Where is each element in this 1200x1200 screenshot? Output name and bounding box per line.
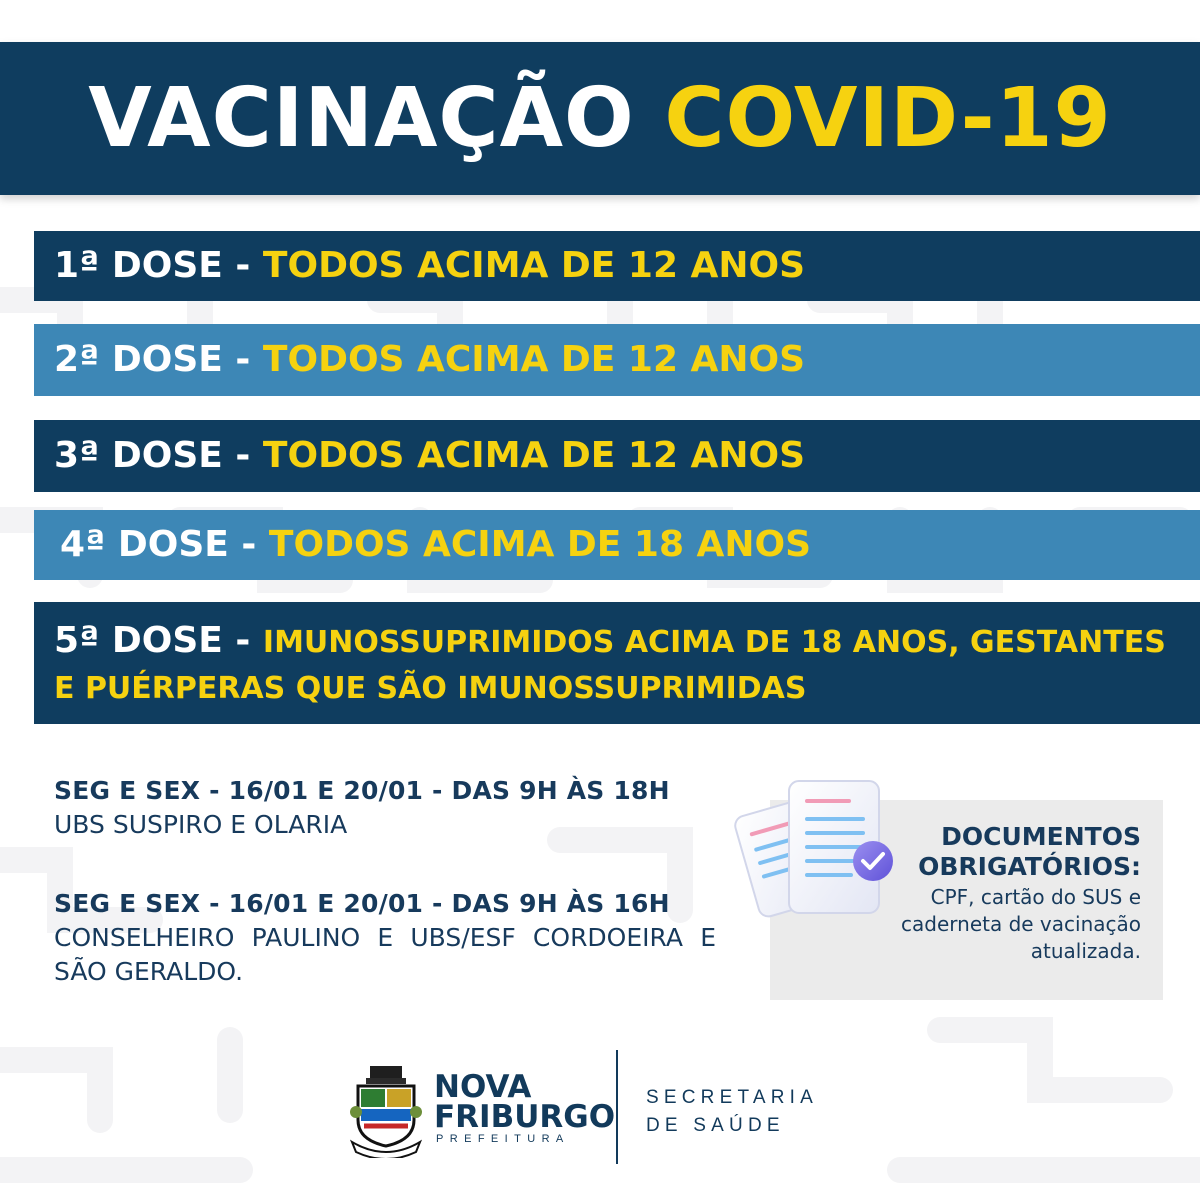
dose-row-2 xyxy=(34,324,1200,396)
footer-divider xyxy=(616,1050,618,1164)
footer-logos xyxy=(340,1050,880,1170)
dose-desc-4: TODOS ACIMA DE 18 ANOS xyxy=(268,524,812,566)
title-covid: COVID-19 xyxy=(664,70,1112,166)
documents-line-2: caderneta de vacinação xyxy=(901,912,1141,936)
dose-label-1: 1ª DOSE - xyxy=(54,245,263,287)
city-name xyxy=(434,1069,616,1135)
schedule-when-2: SEG E SEX - 16/01 E 20/01 - DAS 9H ÀS 16H xyxy=(54,889,670,918)
dose-row-4 xyxy=(34,510,1200,580)
city-name-line-1: NOVA xyxy=(434,1069,532,1105)
secretaria-label xyxy=(646,1084,818,1140)
schedule-block-1 xyxy=(54,774,716,842)
documents-body xyxy=(881,884,1141,965)
dose-label-5: 5ª DOSE - xyxy=(54,620,263,662)
prefeitura-label: PREFEITURA xyxy=(436,1133,570,1145)
secretaria-line-1: SECRETARIA xyxy=(646,1087,819,1108)
documents-check-icon xyxy=(733,775,903,935)
schedule-where-2: CONSELHEIRO PAULINO E UBS/ESF CORDOEIRA E SÃO GERALDO. xyxy=(54,923,716,986)
dose-desc-2: TODOS ACIMA DE 12 ANOS xyxy=(262,339,806,381)
dose-row-3 xyxy=(34,420,1200,492)
dose-label-3: 3ª DOSE - xyxy=(54,435,263,477)
city-name-line-2: FRIBURGO xyxy=(434,1099,616,1135)
documents-title-2: OBRIGATÓRIOS: xyxy=(918,852,1141,881)
page-title xyxy=(88,70,1112,166)
dose-row-1 xyxy=(34,231,1200,301)
schedule-when-1: SEG E SEX - 16/01 E 20/01 - DAS 9H ÀS 18H xyxy=(54,776,670,805)
dose-desc-5: IMUNOSSUPRIMIDOS ACIMA DE 18 ANOS, GESTANTES E PUÉRPERAS QUE SÃO IMUNOSSUPRIMIDAS xyxy=(54,625,1166,707)
city-crest-icon xyxy=(350,1062,422,1158)
schedule-where-1: UBS SUSPIRO E OLARIA xyxy=(54,810,348,839)
dose-desc-1: TODOS ACIMA DE 12 ANOS xyxy=(262,245,806,287)
dose-row-5 xyxy=(34,602,1200,724)
documents-text xyxy=(881,822,1141,965)
schedule-block-2 xyxy=(54,887,716,989)
title-vacinacao: VACINAÇÃO xyxy=(88,70,635,166)
header-banner xyxy=(0,42,1200,195)
documents-line-3: atualizada. xyxy=(1030,939,1141,963)
dose-desc-3: TODOS ACIMA DE 12 ANOS xyxy=(262,435,806,477)
documents-title-1: DOCUMENTOS xyxy=(941,822,1141,851)
documents-line-1: CPF, cartão do SUS e xyxy=(930,885,1141,909)
dose-label-2: 2ª DOSE - xyxy=(54,339,263,381)
dose-label-4: 4ª DOSE - xyxy=(60,524,269,566)
secretaria-line-2: DE SAÚDE xyxy=(646,1115,785,1136)
